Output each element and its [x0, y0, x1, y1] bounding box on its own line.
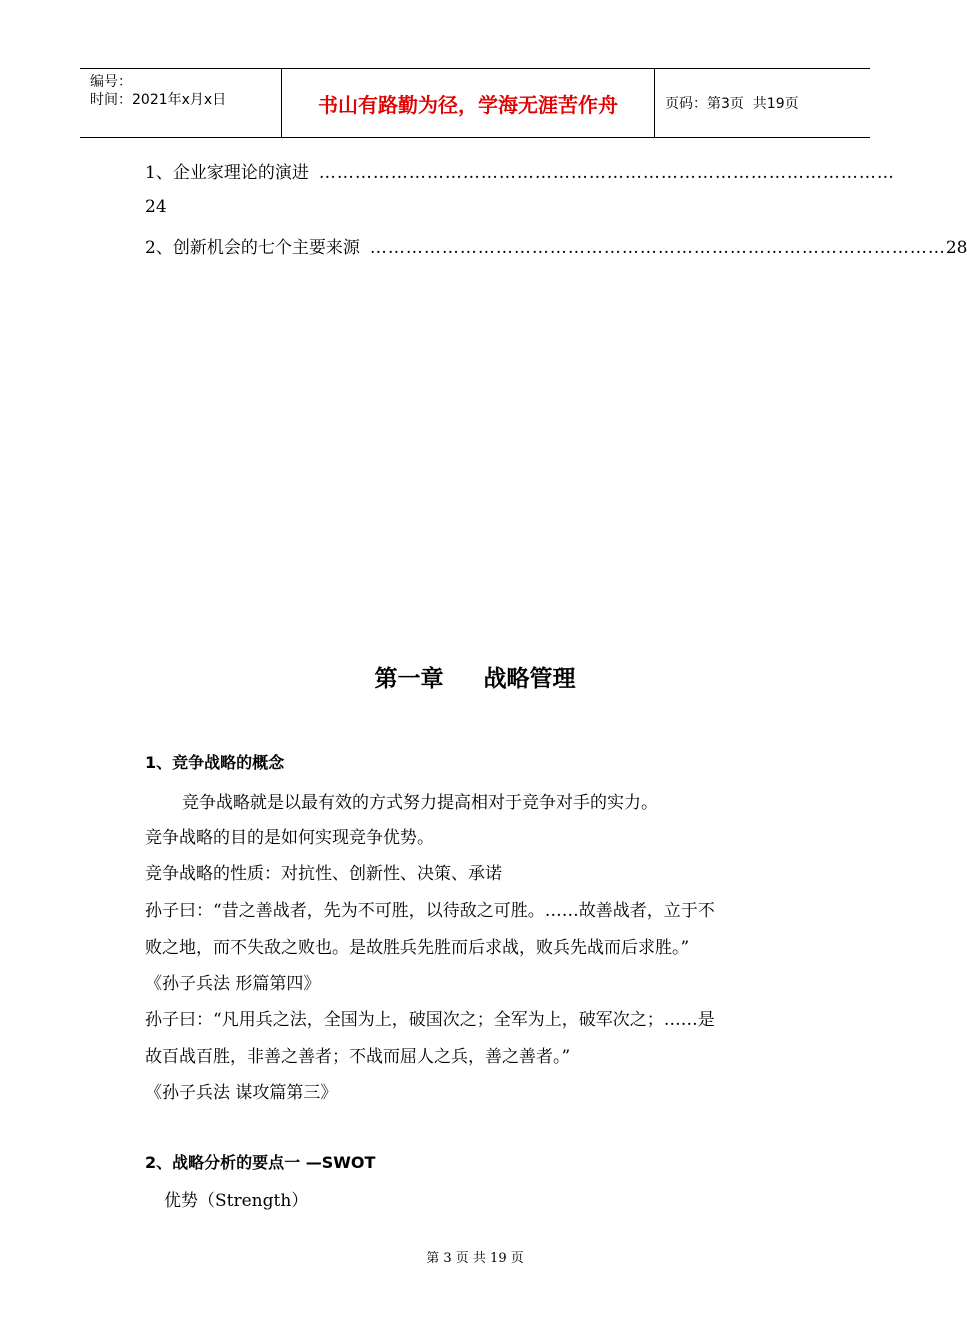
- quote-line: 故百战百胜，非善之善者；不战而屈人之兵，善之善者。”: [145, 1047, 571, 1067]
- quote-line: 孙子曰：“凡用兵之法，全国为上，破国次之；全军为上，破军次之；……是: [145, 1010, 715, 1030]
- toc-leader-dots: ……………………………………………………………………………………: [369, 238, 946, 258]
- paragraph: 竞争战略就是以最有效的方式努力提高相对于竞争对手的实力。: [182, 793, 658, 813]
- paragraph: 优势（Strength）: [164, 1191, 309, 1211]
- chapter-title: 第一章 战略管理: [374, 666, 576, 692]
- toc-entry-1[interactable]: [145, 158, 895, 217]
- time-label: 时间：2021年x月x日: [90, 92, 227, 108]
- toc-page-number: 24: [145, 197, 167, 217]
- header-page-info: [655, 69, 870, 137]
- toc-entry-2[interactable]: [145, 233, 967, 258]
- quote-line: 孙子曰：“昔之善战者，先为不可胜，以待敌之可胜。……故善战者，立于不: [145, 901, 715, 921]
- quote-source: 《孙子兵法 形篇第四》: [145, 974, 321, 994]
- quote-source: 《孙子兵法 谋攻篇第三》: [145, 1083, 338, 1103]
- number-label: 编号：: [90, 74, 132, 90]
- section-heading-2: 2、战略分析的要点一 —SWOT: [145, 1153, 376, 1172]
- header-motto: 书山有路勤为径，学海无涯苦作舟: [282, 69, 655, 137]
- paragraph: 竞争战略的性质：对抗性、创新性、决策、承诺: [145, 864, 502, 884]
- paragraph: 竞争战略的目的是如何实现竞争优势。: [145, 828, 434, 848]
- section-heading-1: 1、竞争战略的概念: [145, 753, 285, 772]
- toc-entry-text: 2、创新机会的七个主要来源: [145, 238, 360, 258]
- toc-page-number: 28: [945, 238, 967, 258]
- page-footer: 第 3 页 共 19 页: [426, 1251, 524, 1266]
- toc-leader-dots: ……………………………………………………………………………………: [318, 163, 895, 183]
- page-info-text: 页码：第3页 共19页: [665, 96, 799, 112]
- toc-entry-text: 1、企业家理论的演进: [145, 163, 309, 183]
- quote-line: 败之地，而不失敌之败也。是故胜兵先胜而后求战，败兵先战而后求胜。”: [145, 938, 690, 958]
- header-meta: [80, 69, 282, 137]
- page-header: [80, 68, 870, 138]
